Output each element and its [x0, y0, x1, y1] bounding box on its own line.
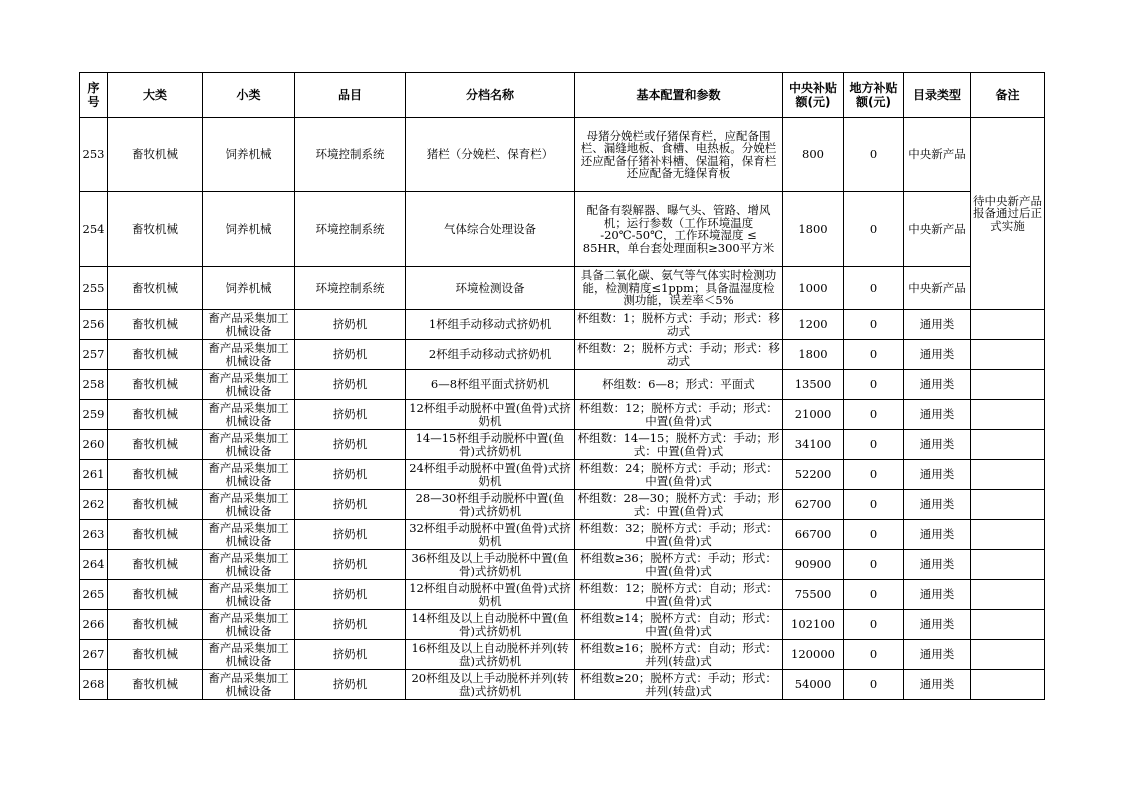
- cell-category: 畜牧机械: [108, 430, 203, 460]
- cell-catalog-type: 中央新产品: [904, 118, 971, 192]
- cell-seq: 257: [80, 340, 108, 370]
- cell-grade: [406, 370, 575, 400]
- cell-local-subsidy: 0: [844, 192, 904, 267]
- cell-local-subsidy: 0: [844, 640, 904, 670]
- table-row: [80, 640, 1045, 670]
- cell-category: 畜牧机械: [108, 118, 203, 192]
- cell-catalog-type: 通用类: [904, 400, 971, 430]
- cell-local-subsidy: 0: [844, 340, 904, 370]
- cell-catalog-type: 通用类: [904, 640, 971, 670]
- cell-catalog-type: 通用类: [904, 370, 971, 400]
- cell-remark: [971, 670, 1045, 700]
- table-row: [80, 610, 1045, 640]
- cell-grade-text: 2杯组手动移动式挤奶机: [428, 348, 552, 361]
- cell-subcategory: 饲养机械: [203, 267, 295, 310]
- cell-catalog-type: 通用类: [904, 550, 971, 580]
- table-row: [80, 118, 1045, 192]
- cell-config: [575, 267, 783, 310]
- cell-item: 挤奶机: [295, 490, 406, 520]
- cell-catalog-type: 通用类: [904, 670, 971, 700]
- cell-subcategory-text: 畜产品采集加工机械设备: [208, 642, 289, 667]
- cell-seq: 262: [80, 490, 108, 520]
- cell-remark: [971, 640, 1045, 670]
- cell-grade-text: 12杯组自动脱杯中置(鱼骨)式挤奶机: [409, 582, 571, 607]
- cell-config: [575, 520, 783, 550]
- cell-central-subsidy: 13500: [783, 370, 844, 400]
- cell-item: 环境控制系统: [295, 118, 406, 192]
- cell-category: 畜牧机械: [108, 340, 203, 370]
- cell-subcategory: 饲养机械: [203, 118, 295, 192]
- cell-grade-text: 1杯组手动移动式挤奶机: [428, 318, 552, 331]
- cell-grade: [406, 550, 575, 580]
- cell-config-text: 母猪分娩栏或仔猪保育栏，应配备围栏、漏缝地板、食槽、电热板。分娩栏还应配备仔猪补料槽、保温箱，保育栏还应配备无缝保育板: [580, 129, 777, 180]
- cell-grade: [406, 610, 575, 640]
- cell-remark: [971, 400, 1045, 430]
- cell-subcategory: [203, 670, 295, 700]
- cell-category: 畜牧机械: [108, 192, 203, 267]
- cell-grade-text: 24杯组手动脱杯中置(鱼骨)式挤奶机: [409, 462, 571, 487]
- cell-config: [575, 370, 783, 400]
- cell-seq: 255: [80, 267, 108, 310]
- cell-seq: 266: [80, 610, 108, 640]
- cell-central-subsidy: 1800: [783, 192, 844, 267]
- cell-config: [575, 400, 783, 430]
- cell-subcategory: [203, 370, 295, 400]
- table-row: [80, 370, 1045, 400]
- cell-catalog-type: 通用类: [904, 490, 971, 520]
- cell-central-subsidy: 1000: [783, 267, 844, 310]
- cell-seq: 261: [80, 460, 108, 490]
- cell-seq: 253: [80, 118, 108, 192]
- cell-config-text: 配备有裂解器、曝气头、管路、增风机；运行参数（工作环境温度 -20℃-50℃，工作环境湿度 ≤ 85HR，单台套处理面积≥300平方米: [582, 204, 775, 254]
- cell-category: 畜牧机械: [108, 490, 203, 520]
- cell-remark: [971, 520, 1045, 550]
- cell-catalog-type: 通用类: [904, 460, 971, 490]
- cell-catalog-type: 中央新产品: [904, 267, 971, 310]
- cell-remark: [971, 310, 1045, 340]
- cell-central-subsidy: 120000: [783, 640, 844, 670]
- cell-central-subsidy: 1200: [783, 310, 844, 340]
- cell-config-text: 杯组数：14—15；脱杯方式：手动；形式：中置(鱼骨)式: [577, 432, 780, 457]
- cell-remark: [971, 370, 1045, 400]
- cell-config-text: 杯组数≥36；脱杯方式：手动；形式：中置(鱼骨)式: [580, 552, 777, 577]
- table-row: [80, 430, 1045, 460]
- table-row: [80, 550, 1045, 580]
- cell-central-subsidy: 21000: [783, 400, 844, 430]
- cell-local-subsidy: 0: [844, 460, 904, 490]
- table-row: [80, 490, 1045, 520]
- cell-item: 挤奶机: [295, 670, 406, 700]
- cell-subcategory-text: 畜产品采集加工机械设备: [208, 522, 289, 547]
- cell-item: 挤奶机: [295, 550, 406, 580]
- cell-catalog-type: 通用类: [904, 430, 971, 460]
- cell-central-subsidy: 1800: [783, 340, 844, 370]
- cell-local-subsidy: 0: [844, 430, 904, 460]
- cell-subcategory: [203, 490, 295, 520]
- cell-catalog-type: 通用类: [904, 610, 971, 640]
- cell-config: [575, 192, 783, 267]
- cell-item: 挤奶机: [295, 310, 406, 340]
- cell-seq: 263: [80, 520, 108, 550]
- cell-category: 畜牧机械: [108, 460, 203, 490]
- cell-category: 畜牧机械: [108, 310, 203, 340]
- cell-remark: [971, 550, 1045, 580]
- cell-item: 环境控制系统: [295, 192, 406, 267]
- cell-config: [575, 460, 783, 490]
- cell-config: [575, 340, 783, 370]
- table-row: [80, 460, 1045, 490]
- cell-catalog-type: 通用类: [904, 520, 971, 550]
- cell-grade: [406, 490, 575, 520]
- cell-item: 挤奶机: [295, 370, 406, 400]
- cell-item: 挤奶机: [295, 640, 406, 670]
- cell-local-subsidy: 0: [844, 118, 904, 192]
- cell-grade: [406, 640, 575, 670]
- cell-config: [575, 310, 783, 340]
- table-row: [80, 520, 1045, 550]
- cell-remark: [971, 610, 1045, 640]
- table-row: [80, 267, 1045, 310]
- cell-local-subsidy: 0: [844, 310, 904, 340]
- cell-category: 畜牧机械: [108, 400, 203, 430]
- cell-central-subsidy: 62700: [783, 490, 844, 520]
- cell-config: [575, 550, 783, 580]
- cell-subcategory: [203, 460, 295, 490]
- cell-grade-text: 12杯组手动脱杯中置(鱼骨)式挤奶机: [409, 402, 571, 427]
- cell-grade-text: 16杯组及以上自动脱杯并列(转盘)式挤奶机: [411, 642, 569, 667]
- header-category: 大类: [108, 73, 203, 118]
- cell-seq: 267: [80, 640, 108, 670]
- table-row: [80, 310, 1045, 340]
- cell-config-text: 杯组数≥20；脱杯方式：手动；形式：并列(转盘)式: [580, 672, 777, 697]
- cell-item: 挤奶机: [295, 520, 406, 550]
- header-remark: 备注: [971, 73, 1045, 118]
- cell-category: 畜牧机械: [108, 670, 203, 700]
- cell-subcategory-text: 畜产品采集加工机械设备: [208, 342, 289, 367]
- cell-local-subsidy: 0: [844, 670, 904, 700]
- cell-seq: 264: [80, 550, 108, 580]
- cell-subcategory-text: 畜产品采集加工机械设备: [208, 402, 289, 427]
- cell-subcategory-text: 畜产品采集加工机械设备: [208, 462, 289, 487]
- cell-central-subsidy: 54000: [783, 670, 844, 700]
- cell-grade-text: 14杯组及以上自动脱杯中置(鱼骨)式挤奶机: [411, 612, 569, 637]
- cell-remark: [971, 340, 1045, 370]
- cell-local-subsidy: 0: [844, 400, 904, 430]
- cell-subcategory: [203, 400, 295, 430]
- table-row: [80, 580, 1045, 610]
- cell-category: 畜牧机械: [108, 520, 203, 550]
- header-seq: 序号: [80, 73, 108, 118]
- cell-item: 挤奶机: [295, 460, 406, 490]
- header-local-subsidy: 地方补贴额(元): [844, 73, 904, 118]
- cell-catalog-type: 中央新产品: [904, 192, 971, 267]
- cell-catalog-type: 通用类: [904, 310, 971, 340]
- cell-config: [575, 430, 783, 460]
- cell-central-subsidy: 800: [783, 118, 844, 192]
- cell-grade: [406, 400, 575, 430]
- cell-config-text: 杯组数：24；脱杯方式：手动；形式：中置(鱼骨)式: [579, 462, 778, 487]
- cell-subcategory-text: 畜产品采集加工机械设备: [208, 432, 289, 457]
- cell-seq: 260: [80, 430, 108, 460]
- cell-grade: [406, 340, 575, 370]
- cell-item: 挤奶机: [295, 580, 406, 610]
- cell-config: [575, 640, 783, 670]
- cell-subcategory-text: 畜产品采集加工机械设备: [208, 552, 289, 577]
- cell-remark: [971, 430, 1045, 460]
- cell-config-text: 杯组数≥14；脱杯方式：自动；形式：中置(鱼骨)式: [580, 612, 777, 637]
- cell-remark: [971, 490, 1045, 520]
- cell-grade-text: 32杯组手动脱杯中置(鱼骨)式挤奶机: [409, 522, 571, 547]
- table-row: [80, 192, 1045, 267]
- cell-subcategory: [203, 550, 295, 580]
- cell-subcategory: [203, 640, 295, 670]
- cell-item: 挤奶机: [295, 400, 406, 430]
- cell-config-text: 杯组数：12；脱杯方式：自动；形式：中置(鱼骨)式: [579, 582, 778, 607]
- cell-seq: 268: [80, 670, 108, 700]
- header-grade: 分档名称: [406, 73, 575, 118]
- subsidy-table: [79, 72, 1045, 700]
- cell-config-text: 杯组数：32；脱杯方式：手动；形式：中置(鱼骨)式: [579, 522, 778, 547]
- cell-local-subsidy: 0: [844, 610, 904, 640]
- cell-config: [575, 490, 783, 520]
- header-config: 基本配置和参数: [575, 73, 783, 118]
- cell-subcategory: [203, 520, 295, 550]
- cell-local-subsidy: 0: [844, 370, 904, 400]
- cell-category: 畜牧机械: [108, 370, 203, 400]
- cell-local-subsidy: 0: [844, 267, 904, 310]
- cell-category: 畜牧机械: [108, 267, 203, 310]
- cell-local-subsidy: 0: [844, 580, 904, 610]
- cell-grade: 环境检测设备: [406, 267, 575, 310]
- cell-item: 环境控制系统: [295, 267, 406, 310]
- cell-subcategory-text: 畜产品采集加工机械设备: [208, 612, 289, 637]
- cell-config: [575, 580, 783, 610]
- cell-seq: 259: [80, 400, 108, 430]
- cell-local-subsidy: 0: [844, 520, 904, 550]
- cell-subcategory: [203, 340, 295, 370]
- cell-grade-text: 20杯组及以上手动脱杯并列(转盘)式挤奶机: [411, 672, 569, 697]
- cell-category: 畜牧机械: [108, 610, 203, 640]
- cell-subcategory: [203, 610, 295, 640]
- cell-config: [575, 610, 783, 640]
- cell-item: 挤奶机: [295, 610, 406, 640]
- cell-subcategory: [203, 310, 295, 340]
- cell-item: 挤奶机: [295, 430, 406, 460]
- cell-subcategory-text: 畜产品采集加工机械设备: [208, 312, 289, 337]
- table-row: [80, 340, 1045, 370]
- cell-config-text: 杯组数：2；脱杯方式：手动；形式：移动式: [577, 342, 780, 367]
- cell-category: 畜牧机械: [108, 640, 203, 670]
- cell-local-subsidy: 0: [844, 490, 904, 520]
- cell-config-text: 杯组数：28—30；脱杯方式：手动；形式：中置(鱼骨)式: [577, 492, 780, 517]
- cell-grade: [406, 460, 575, 490]
- cell-seq: 254: [80, 192, 108, 267]
- cell-grade: [406, 580, 575, 610]
- cell-remark-merged: 待中央新产品报备通过后正式实施: [971, 118, 1045, 310]
- cell-config-text: 具备二氧化碳、氨气等气体实时检测功能，检测精度≤1ppm；具备温湿度检测功能，误差率＜5%: [580, 269, 777, 307]
- cell-subcategory: [203, 580, 295, 610]
- cell-subcategory-text: 畜产品采集加工机械设备: [208, 492, 289, 517]
- cell-grade-text: 28—30杯组手动脱杯中置(鱼骨)式挤奶机: [415, 492, 565, 517]
- cell-grade: [406, 430, 575, 460]
- header-central-subsidy: 中央补贴额(元): [783, 73, 844, 118]
- cell-item: 挤奶机: [295, 340, 406, 370]
- header-row: [80, 73, 1045, 118]
- cell-grade: 气体综合处理设备: [406, 192, 575, 267]
- cell-config-text: 杯组数≥16；脱杯方式：自动；形式：并列(转盘)式: [580, 642, 777, 667]
- cell-config: [575, 118, 783, 192]
- cell-grade-text: 14—15杯组手动脱杯中置(鱼骨)式挤奶机: [415, 432, 565, 457]
- cell-seq: 258: [80, 370, 108, 400]
- cell-subcategory: [203, 430, 295, 460]
- header-item: 品目: [295, 73, 406, 118]
- cell-local-subsidy: 0: [844, 550, 904, 580]
- cell-category: 畜牧机械: [108, 580, 203, 610]
- cell-subcategory-text: 畜产品采集加工机械设备: [208, 372, 289, 397]
- cell-grade: [406, 670, 575, 700]
- cell-central-subsidy: 90900: [783, 550, 844, 580]
- cell-grade: 猪栏（分娩栏、保育栏）: [406, 118, 575, 192]
- cell-grade: [406, 310, 575, 340]
- cell-seq: 256: [80, 310, 108, 340]
- cell-config-text: 杯组数：6—8；形式：平面式: [602, 378, 755, 391]
- cell-config-text: 杯组数：1；脱杯方式：手动；形式：移动式: [577, 312, 780, 337]
- cell-subcategory-text: 畜产品采集加工机械设备: [208, 672, 289, 697]
- cell-config-text: 杯组数：12；脱杯方式：手动；形式：中置(鱼骨)式: [579, 402, 778, 427]
- header-subcategory: 小类: [203, 73, 295, 118]
- cell-config: [575, 670, 783, 700]
- cell-subcategory: 饲养机械: [203, 192, 295, 267]
- cell-grade: [406, 520, 575, 550]
- cell-seq: 265: [80, 580, 108, 610]
- cell-central-subsidy: 102100: [783, 610, 844, 640]
- cell-grade-text: 36杯组及以上手动脱杯中置(鱼骨)式挤奶机: [411, 552, 569, 577]
- cell-catalog-type: 通用类: [904, 580, 971, 610]
- cell-category: 畜牧机械: [108, 550, 203, 580]
- table-row: [80, 670, 1045, 700]
- cell-remark: [971, 580, 1045, 610]
- cell-central-subsidy: 75500: [783, 580, 844, 610]
- table-row: [80, 400, 1045, 430]
- cell-central-subsidy: 52200: [783, 460, 844, 490]
- cell-remark: [971, 460, 1045, 490]
- cell-central-subsidy: 66700: [783, 520, 844, 550]
- cell-central-subsidy: 34100: [783, 430, 844, 460]
- cell-subcategory-text: 畜产品采集加工机械设备: [208, 582, 289, 607]
- cell-grade-text: 6—8杯组平面式挤奶机: [430, 378, 550, 391]
- cell-catalog-type: 通用类: [904, 340, 971, 370]
- header-catalog-type: 目录类型: [904, 73, 971, 118]
